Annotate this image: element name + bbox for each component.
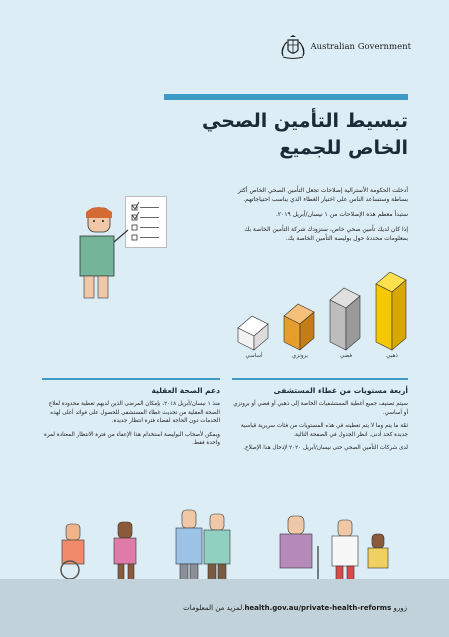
hospital-cover-heading: أربعة مستويات من غطاء المستشفى — [273, 386, 408, 395]
intro-paragraph-1: أدخلت الحكومة الأسترالية إصلاحات تجعل التأمين الصحي الخاص أكثر بساطة وستساعد الناس على اختيار الغطاء الذي يناسب احتياجاتهم. — [237, 187, 408, 203]
checklist-board-illustration — [125, 196, 167, 248]
mental-health-paragraph-2: ويمكن لأصحاب البوليصة استخدام هذا الإعفاء من فترة الانتظار المعتادة لمرة واحدة فقط. — [44, 431, 220, 446]
hospital-cover-paragraph-2: ثمّة ما يتم وما لا يتم تغطيته في هذه المستويات من فئات سريرية قياسية جديدة كحد أدنى. انظر الجدول في الصفحة التالية. — [240, 423, 408, 438]
footer-prefix: زورو — [393, 604, 407, 612]
mental-health-section — [44, 386, 220, 453]
page-title — [170, 108, 408, 162]
mental-health-paragraph-1: منذ ١ نيسان/أبريل ٢٠١٨، بإمكان المرضى الذين لديهم تغطية محدودة لعلاج الصحة العقلية من تحديث غطاء المستشفى للحصول على فوائد أعلى لهذه الخدمات دون الحاجة لقضاء فترة انتظار جديدة. — [48, 401, 220, 424]
tier-label-silver: فضي — [340, 353, 352, 359]
footer-url-link[interactable]: health.gov.au/private-health-reforms — [244, 604, 392, 612]
mental-health-heading: دعم الصحة العقلية — [151, 386, 220, 395]
tier-bronze-box — [284, 304, 314, 350]
coat-of-arms-icon — [279, 34, 307, 60]
tier-label-basic: أساسي — [245, 353, 263, 359]
tier-basic-box — [238, 316, 268, 350]
tier-label-bronze: برونزي — [291, 353, 309, 359]
presenter-person-illustration — [66, 206, 130, 302]
government-name: Australian Government — [310, 42, 411, 52]
government-logo — [279, 34, 411, 60]
hospital-cover-section — [232, 386, 408, 458]
title-accent-bar — [164, 94, 408, 100]
footer-suffix: لمزيد من المعلومات. — [183, 604, 245, 612]
people-group-illustration — [0, 506, 449, 584]
title-line-1: تبسيط التأمين الصحي — [202, 110, 408, 132]
title-line-2: الخاص للجميع — [279, 137, 408, 159]
intro-text — [220, 186, 408, 249]
intro-paragraph-2: ستبدأ معظم هذه الإصلاحات من ١ نيسان/أبريل ٢٠١٩. — [275, 211, 408, 218]
footer-text — [183, 604, 407, 612]
tier-gold-box — [376, 272, 406, 350]
section-divider-left — [42, 378, 220, 380]
hospital-cover-paragraph-3: لدى شركات التأمين الصحي حتى نيسان/أبريل ٢٠٢٠ لإدخال هذا الإصلاح. — [243, 445, 408, 451]
tier-silver-box — [330, 288, 360, 350]
hospital-cover-paragraph-1: سيتم تصنيف جميع أغطية المستشفيات الخاصة إلى ذهبي أو فضي أو برونزي أو أساسي. — [233, 401, 408, 416]
checklist-icon — [126, 197, 166, 247]
section-divider-right — [232, 378, 408, 380]
tier-label-gold: ذهبي — [386, 353, 398, 359]
intro-paragraph-3: إذا كان لديك تأمين صحي خاص، ستزودك شركة التأمين الخاصة بك بمعلومات محددة حول بوليصة التأمين الخاصة بك. — [244, 226, 408, 242]
